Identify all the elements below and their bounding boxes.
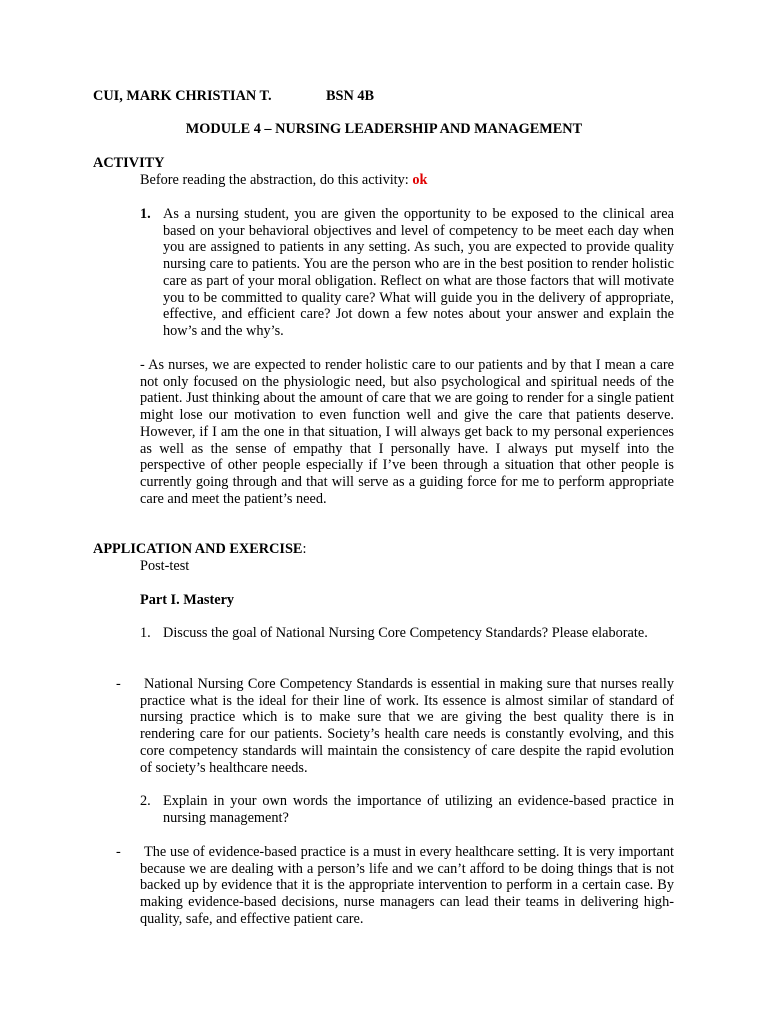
part-title: Part I. Mastery bbox=[140, 592, 235, 608]
answer-bullet: - bbox=[116, 676, 121, 692]
application-heading-colon: : bbox=[302, 541, 307, 557]
application-heading: APPLICATION AND EXERCISE bbox=[93, 541, 303, 557]
section-label: BSN 4B bbox=[326, 88, 375, 104]
application-heading-wrap bbox=[93, 541, 306, 558]
module-title: MODULE 4 – NURSING LEADERSHIP AND MANAGEMENT bbox=[185, 121, 583, 137]
instruction-text: Before reading the abstraction, do this activity: bbox=[140, 172, 409, 188]
instruction-mark: ok bbox=[412, 172, 428, 188]
mastery-question-number: 2. bbox=[140, 793, 151, 809]
activity-heading: ACTIVITY bbox=[93, 155, 165, 171]
answer-bullet: - bbox=[116, 844, 121, 860]
activity-question: As a nursing student, you are given the opportunity to be exposed to the clinical area based on your behavioral objectives and level of competency to be meet each day when you are assigned to patients in any setting. As such, you are expected to provide quality nursing care to patients. You are the person who are in the best position to render holistic care as part of your moral obligation. Reflect on what are those factors that will motivate you to be committed to quality care? What will guide you in the delivery of appropriate, effective, and efficient care? Jot down a few notes about your answer and explain the how’s and the why’s. bbox=[163, 206, 674, 339]
mastery-question: Explain in your own words the importance of utilizing an evidence-based practice in nursing management? bbox=[163, 793, 674, 826]
activity-question-number: 1. bbox=[140, 206, 151, 222]
activity-answer: - As nurses, we are expected to render holistic care to our patients and by that I mean a care not only focused on the physiologic need, but also psychological and spiritual needs of the patient. Just thinking about the amount of care that we are going to render for a single patient might lose our motivation to even function well and give the care that patients deserve. However, if I am the one in that situation, I will always get back to my personal experiences as well as the sense of empathy that I personally have. I always put myself into the perspective of other people especially if I’ve been through a situation that other people is currently going through and that will serve as a guiding force for me to perform appropriate care and meet the patient’s need. bbox=[140, 357, 674, 507]
student-name: CUI, MARK CHRISTIAN T. bbox=[93, 88, 272, 104]
mastery-answer: National Nursing Core Competency Standards is essential in making sure that nurses really practice what is the ideal for their line of work. Its essence is almost similar of standard of nursing practice which is to make sure that we are giving the best quality there is in rendering care for our patients. Society’s health care needs is constantly evolving, and this core competency standards will maintain the consistency of care despite the rapid evolution of society’s healthcare needs. bbox=[140, 676, 674, 776]
mastery-answer: The use of evidence-based practice is a must in every healthcare setting. It is very important because we are dealing with a person’s life and we can’t afford to be doing things that is not backed up by evidence that it is the appropriate intervention to perform in a certain case. By making evidence-based decisions, nurse managers can lead their teams in delivering high-quality, safe, and effective patient care. bbox=[140, 844, 674, 927]
mastery-question: Discuss the goal of National Nursing Core Competency Standards? Please elaborate. bbox=[163, 625, 648, 641]
post-test-label: Post-test bbox=[140, 558, 190, 574]
mastery-question-number: 1. bbox=[140, 625, 151, 641]
activity-instruction bbox=[140, 172, 427, 189]
